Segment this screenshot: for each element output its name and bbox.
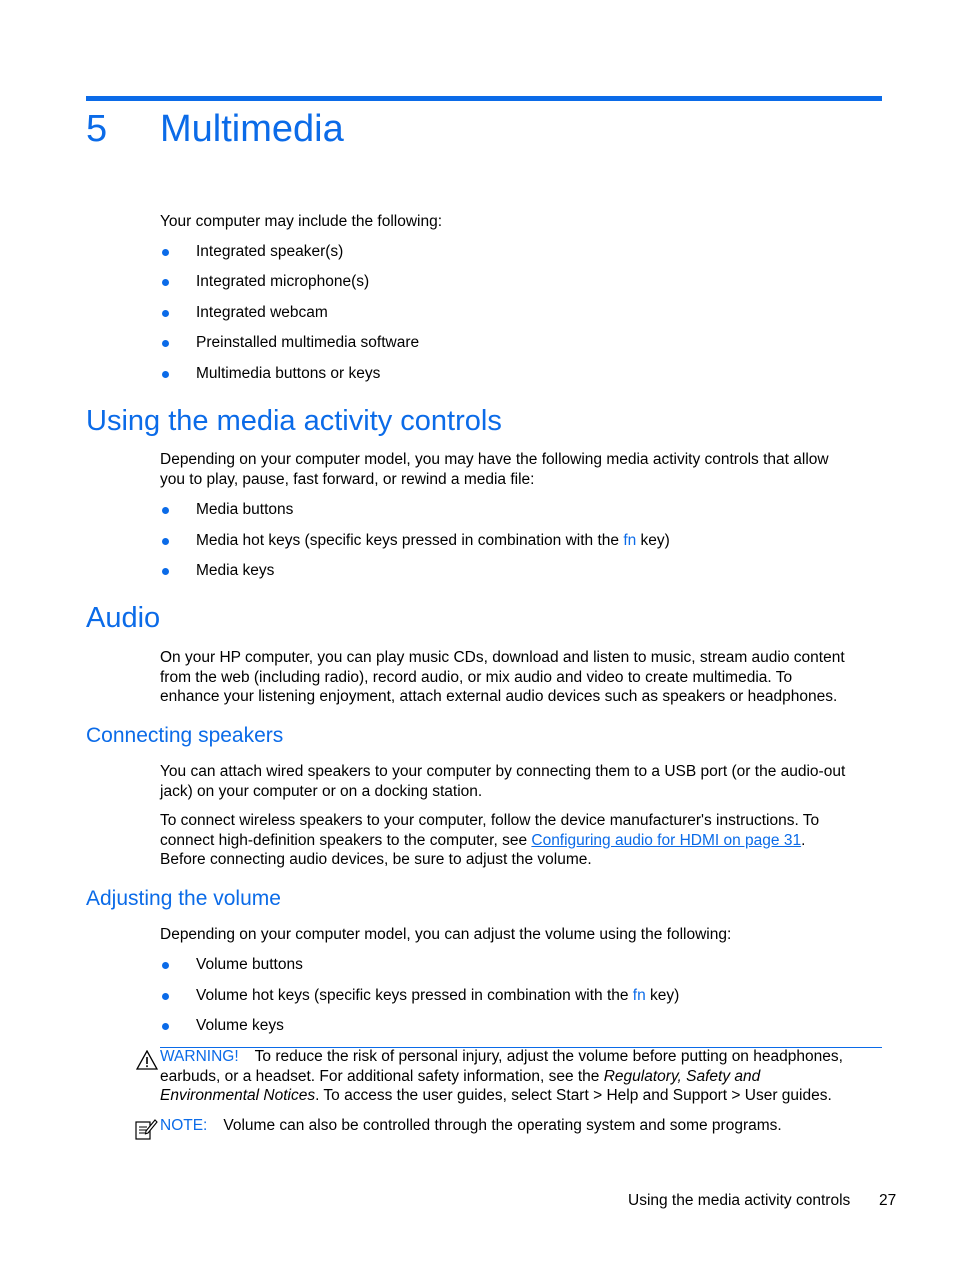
audio-paragraph: On your HP computer, you can play music CDs, download and listen to music, stream audio content from the web (including radio), record audio, or mix audio and video to create multimedia. To enhance your listening enjoyment, attach external audio devices such as speakers or headphones.	[160, 649, 845, 705]
volume-paragraph: Depending on your computer model, you can adjust the volume using the following:	[160, 926, 732, 943]
bullet-icon	[162, 538, 169, 545]
bullet-icon	[162, 507, 169, 514]
intro-text: Your computer may include the following:	[160, 213, 443, 230]
chapter-rule	[86, 96, 882, 101]
bullet-icon	[162, 340, 169, 347]
bullet-icon	[162, 568, 169, 575]
speakers-paragraph-2: To connect wireless speakers to your computer, follow the device manufacturer's instructions. To connect high-definition speakers to the computer, see Configuring audio for HDMI on page 31. Before connecting audio devices, be sure to adjust the volume.	[160, 812, 820, 868]
section-heading-media-controls: Using the media activity controls	[86, 405, 502, 437]
chapter-number: 5	[86, 108, 108, 150]
note-pencil-icon	[134, 1117, 158, 1141]
bullet-icon	[162, 1023, 169, 1030]
fn-key-label: fn	[623, 532, 637, 549]
section-heading-audio: Audio	[86, 602, 161, 634]
note-label: NOTE:	[160, 1117, 208, 1134]
warning-triangle-icon	[136, 1050, 158, 1070]
speakers-paragraph-1: You can attach wired speakers to your computer by connecting them to a USB port (or the audio-out jack) on your computer or on a docking station.	[160, 763, 846, 800]
bullet-icon	[162, 993, 169, 1000]
bullet-icon	[162, 310, 169, 317]
warning-label: WARNING!	[160, 1048, 239, 1065]
bullet-icon	[162, 371, 169, 378]
hdmi-audio-link[interactable]: Configuring audio for HDMI on page 31	[531, 831, 802, 849]
note-block: NOTE: Volume can also be controlled through the operating system and some programs.	[160, 1117, 782, 1134]
page-number: 27	[879, 1192, 897, 1209]
subsection-heading-volume: Adjusting the volume	[86, 887, 281, 910]
subsection-heading-speakers: Connecting speakers	[86, 724, 284, 747]
fn-key-label: fn	[632, 987, 646, 1004]
bullet-icon	[162, 279, 169, 286]
bullet-icon	[162, 962, 169, 969]
media-controls-paragraph: Depending on your computer model, you may have the following media activity controls that allow you to play, pause, fast forward, or rewind a media file:	[160, 451, 829, 488]
footer-section-title: Using the media activity controls	[628, 1192, 851, 1209]
chapter-title: Multimedia	[160, 108, 344, 150]
bullet-icon	[162, 249, 169, 256]
warning-block: WARNING! To reduce the risk of personal injury, adjust the volume before putting on headphones, earbuds, or a headset. For additional safety information, see the Regulatory, Safety and Environmental Notices. To access the user guides, select Start > Help and Support > User guides.	[160, 1048, 843, 1104]
